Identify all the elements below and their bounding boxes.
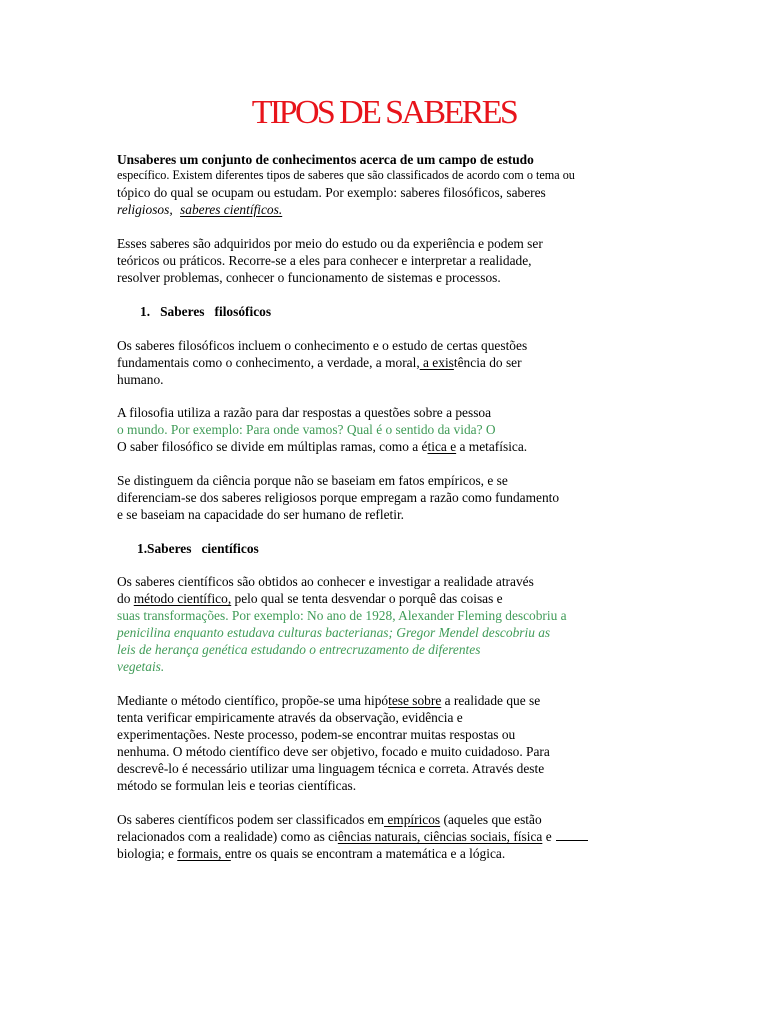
p4-line-2-example: o mundo. Por exemplo: Para onde vamos? Qual é o sentido da vida? O xyxy=(117,422,496,437)
intro-line-3: tópico do qual se ocupam ou estudam. Por exemplo: saberes filosóficos, saberes xyxy=(117,185,546,200)
p4-text-underlined: tica e xyxy=(427,439,457,454)
p5-line-2: diferenciam-se dos saberes religiosos porque empregam a razão como fundamento xyxy=(117,490,560,505)
intro-text-religiosos: religiosos, xyxy=(117,202,173,217)
p7-line-5: descrevê-lo é necessário utilizar uma linguagem técnica e correta. Através deste xyxy=(117,761,545,776)
p6-line-6-example: vegetais. xyxy=(117,659,165,674)
p2-line-2: teóricos ou práticos. Recorre-se a eles para conhecer e interpretar a realidade, xyxy=(117,253,532,268)
p7-text-underlined: tese sobre xyxy=(388,693,442,708)
p4-text-c: a metafísica. xyxy=(456,439,528,454)
p8-text-e: e xyxy=(542,829,552,844)
intro-line-2: específico. Existem diferentes tipos de saberes que são classificados de acordo com o tema ou xyxy=(117,168,575,182)
p4-text-a: O saber filosófico se divide em múltiplas ramas, como a é xyxy=(117,439,428,454)
p5-line-3: e se baseiam na capacidade do ser humano de refletir. xyxy=(117,507,405,522)
section-heading-saberes-cientificos: 1.Saberes científicos xyxy=(137,541,259,556)
p3-text-a: fundamentais como o conhecimento, a verdade, a moral, xyxy=(117,355,420,370)
p6-text-metodo-cientifico: método científico, xyxy=(133,591,232,606)
p8-text-g: ntre os quais se encontram a matemática e a lógica. xyxy=(230,846,506,861)
document-title: TIPOS DE SABERES xyxy=(251,94,517,131)
intro-text-saberes-cientificos: saberes científicos. xyxy=(180,202,283,217)
p8-line-3 xyxy=(117,845,505,862)
p7-text-c: a realidade que se xyxy=(441,693,541,708)
p3-line-3: humano. xyxy=(117,372,164,387)
p6-line-5-example: leis de herança genética estudando o entrecruzamento de diferentes xyxy=(117,642,481,657)
p3-line-1: Os saberes filosóficos incluem o conhecimento e o estudo de certas questões xyxy=(117,338,528,353)
p8-text-ciencias: ências naturais, ciências sociais, física xyxy=(337,829,543,844)
p6-text-a: do xyxy=(117,591,134,606)
p6-line-3-example: suas transformações. Por exemplo: No ano de 1928, Alexander Fleming descobriu a xyxy=(117,608,567,623)
p6-line-1: Os saberes científicos são obtidos ao conhecer e investigar a realidade através xyxy=(117,574,534,589)
p5-line-1: Se distinguem da ciência porque não se baseiam em fatos empíricos, e se xyxy=(117,473,508,488)
fill-in-blank xyxy=(556,829,588,841)
p8-line-1 xyxy=(117,811,542,828)
p6-text-c: pelo qual se tenta desvendar o porquê das coisas e xyxy=(231,591,503,606)
p4-line-3 xyxy=(117,438,527,455)
p7-line-4: nenhuma. O método científico deve ser objetivo, focado e muito cuidadoso. Para xyxy=(117,744,550,759)
p7-line-3: experimentações. Neste processo, podem-se encontrar muitas respostas ou xyxy=(117,727,516,742)
p8-line-2 xyxy=(117,828,588,845)
p7-line-1 xyxy=(117,692,540,709)
p8-text-d: relacionados com a realidade) como as ci xyxy=(117,829,338,844)
p8-text-a: Os saberes científicos podem ser classificados em xyxy=(117,812,384,827)
p7-text-a: Mediante o método científico, propõe-se uma hipó xyxy=(117,693,389,708)
p3-text-c: tência do ser xyxy=(453,355,522,370)
p8-text-formais: formais, e xyxy=(177,846,231,861)
p6-line-2 xyxy=(117,590,503,607)
section-heading-saberes-filosoficos: 1. Saberes filosóficos xyxy=(140,304,272,319)
p3-text-underlined: a exis xyxy=(419,355,454,370)
p4-line-1: A filosofia utiliza a razão para dar respostas a questões sobre a pessoa xyxy=(117,405,492,420)
p8-text-empiricos: empíricos xyxy=(383,812,441,827)
p8-text-c: (aqueles que estão xyxy=(440,812,542,827)
p3-line-2 xyxy=(117,354,522,371)
p8-text-f: biologia; e xyxy=(117,846,178,861)
p2-line-3: resolver problemas, conhecer o funcionamento de sistemas e processos. xyxy=(117,270,501,285)
p7-line-2: tenta verificar empiricamente através da observação, evidência e xyxy=(117,710,463,725)
p2-line-1: Esses saberes são adquiridos por meio do estudo ou da experiência e podem ser xyxy=(117,236,543,251)
p6-line-4-example: penicilina enquanto estudava culturas bacterianas; Gregor Mendel descobriu as xyxy=(117,625,551,640)
p7-line-6: método se formulan leis e teorias científicas. xyxy=(117,778,357,793)
intro-line-1: Unsaberes um conjunto de conhecimentos acerca de um campo de estudo xyxy=(117,152,534,167)
intro-line-4 xyxy=(117,201,282,218)
